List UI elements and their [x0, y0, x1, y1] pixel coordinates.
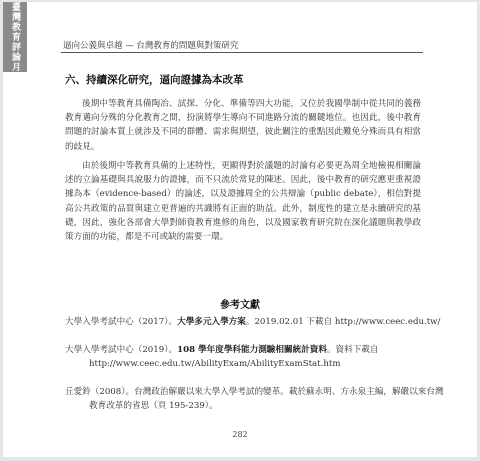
reference-item	[65, 343, 445, 371]
reference-author: 大學入學考試中心（2019）。	[65, 345, 178, 355]
reference-author: 丘愛鈴（2008）。	[65, 387, 135, 397]
reference-author: 大學入學考試中心（2017）。	[65, 317, 178, 327]
references-title: 參考文獻	[220, 300, 260, 311]
reference-title: 大學多元入學方案	[177, 317, 246, 327]
side-tab: 臺灣教育評論月	[3, 2, 27, 72]
section-title: 六、持續深化研究，逼向證據為本改革	[65, 74, 244, 86]
body-paragraph: 由於後期中等教育具備的上述特性，更顯得對於議題的討論有必要更為周全地檢視相關論述的立論基礎與具說服力的證據，而不只流於常見的陳述。因此，後中教育的研究應更重視證據為本（evidence-based）的論述，以及證據周全的公共辯論（public debate），相信對提高公共政策的品質與建立更普遍的共識將有正面的助益。此外，制度性的建立是永續研究的基礎，因此，強化各部會大學對師資教育進修的角色，以及國家教育研究院在深化議題與教學政策方面的功能，都是不可或缺的需要一環。	[65, 161, 421, 243]
reference-title: 108 學年度學科能力測驗相關統計資料	[177, 345, 327, 355]
reference-rest: 台灣政治解嚴以來大學入學考試的變革。載於蘇永明、方永泉主編，解嚴以來台灣教育改革的省思（頁 195-239）。	[89, 387, 444, 412]
header-rule	[61, 52, 423, 53]
page-number: 282	[232, 430, 248, 439]
document-page	[3, 2, 477, 457]
body-paragraph: 後期中等教育具備陶冶、試探、分化、準備等四大功能，又位於我國學制中從共同的義務教育邁向分殊的分化教育之間，扮演將學生導向不同進路分流的關鍵地位。也因此，後中教育問題的討論本質上就涉及不同的群體、需求與期望，彼此關注的重點因此難免分殊而具有相當的歧見。	[65, 99, 421, 152]
running-head: 逼向公義與卓越 — 台灣教育的問題與對策研究	[63, 41, 239, 51]
reference-item	[65, 315, 445, 329]
reference-rest: 。2019.02.01 下載自 http://www.ceec.edu.tw/	[245, 317, 441, 327]
reference-rest: 。資料下載自 http://www.ceec.edu.tw/AbilityExam/AbilityExamStat.htm	[89, 345, 379, 370]
reference-item	[65, 385, 445, 413]
